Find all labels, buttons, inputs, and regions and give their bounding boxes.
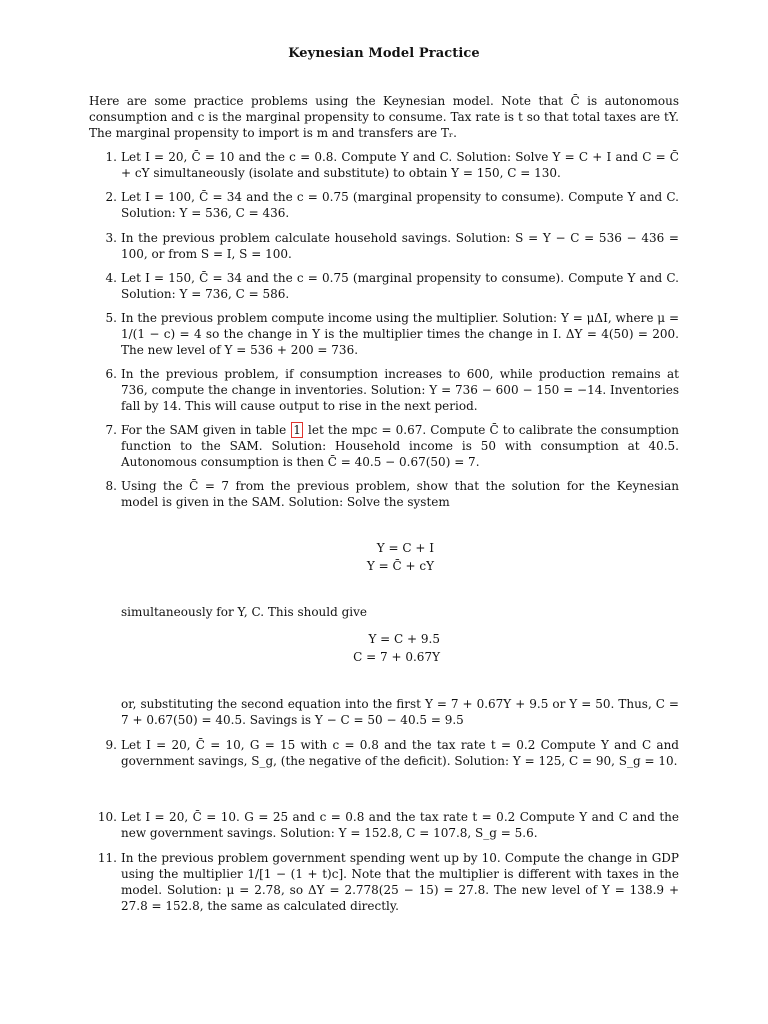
problem-number: 7.: [105, 423, 117, 437]
problem-text: Let I = 20, C̄ = 10 and the c = 0.8. Compute Y and C. Solution: Solve Y = C + I and C = C̄ + cY simultaneously (isolate and substitute) to obtain Y = 150, C = 130.: [121, 150, 679, 180]
problem-text: Let I = 100, C̄ = 34 and the c = 0.75 (marginal propensity to consume). Compute Y and C. Solution: Y = 536, C = 436.: [121, 190, 679, 220]
problem-number: 9.: [105, 738, 117, 752]
problem-number: 11.: [97, 851, 117, 865]
system-explanation: simultaneously for Y, C. This should give: [121, 605, 368, 619]
substitution-paragraph: or, substituting the second equation into the first Y = 7 + 0.67Y + 9.5 or Y = 50. Thus, C = 7 + 0.67(50) = 40.5. Savings is Y − C = 50 − 40.5 = 9.5: [121, 697, 679, 727]
problem-text: Let I = 20, C̄ = 10, G = 15 with c = 0.8 and the tax rate t = 0.2 Compute Y and C and government savings, S_g, (the negative of the deficit). Solution: Y = 125, C = 90, S_g = 10.: [121, 738, 679, 768]
equation-system-1: [330, 539, 434, 575]
equation-system-2: [330, 630, 440, 666]
problem-text-part: For the SAM given in table: [121, 423, 291, 437]
problem-number: 1.: [105, 150, 117, 164]
equation: Y = C + I: [376, 541, 434, 555]
problem-text: In the previous problem government spending went up by 10. Compute the change in GDP using the multiplier 1/[1 − (1 + t)c]. Note that the multiplier is different with taxes in the model. Solution: μ = 2.78, so ΔY = 2.778(25 − 15) = 27.8. The new level of Y = 138.9 + 27.8 = 152.8, the same as calculated directly.: [121, 851, 679, 913]
problem-text: In the previous problem, if consumption increases to 600, while production remains at 736, compute the change in inventories. Solution: Y = 736 − 600 − 150 = −14. Inventories fall by 14. This will cause output to rise in the next period.: [121, 367, 679, 413]
problem-text: Let I = 20, C̄ = 10. G = 25 and c = 0.8 and the tax rate t = 0.2 Compute Y and C and the new government savings. Solution: Y = 152.8, C = 107.8, S_g = 5.6.: [121, 810, 679, 840]
problem-text: [121, 422, 679, 470]
problem-text: Let I = 150, C̄ = 34 and the c = 0.75 (marginal propensity to consume). Compute Y and C. Solution: Y = 736, C = 586.: [121, 271, 679, 301]
problem-text-part: let the mpc = 0.67. Compute C̄ to calibrate the consumption function to the SAM. Solution: Household income is 50 with consumption at 40.5. Autonomous consumption is then C̄ = 40.5 − 0.67(50) = 7.: [121, 423, 679, 469]
problem-number: 4.: [105, 271, 117, 285]
table-reference-link[interactable]: 1: [293, 423, 301, 437]
page-title: Keynesian Model Practice: [288, 46, 480, 61]
intro-paragraph: Here are some practice problems using the Keynesian model. Note that C̄ is autonomous consumption and c is the marginal propensity to consume. Tax rate is t so that total taxes are tY. The marginal propensity to import is m and transfers are Tᵣ.: [89, 94, 679, 140]
problem-number: 2.: [105, 190, 117, 204]
equation: C = 7 + 0.67Y: [353, 650, 440, 664]
problem-number: 6.: [105, 367, 117, 381]
problem-number: 5.: [105, 311, 117, 325]
problem-number: 3.: [105, 231, 117, 245]
problem-number: 8.: [105, 479, 117, 493]
problem-text: Using the C̄ = 7 from the previous problem, show that the solution for the Keynesian model is given in the SAM. Solution: Solve the system: [121, 479, 679, 509]
problem-text: In the previous problem calculate household savings. Solution: S = Y − C = 536 − 436 = 100, or from S = I, S = 100.: [121, 231, 679, 261]
equation: Y = C + 9.5: [368, 632, 440, 646]
equation: Y = C̄ + cY: [366, 559, 434, 573]
problem-number: 10.: [97, 810, 117, 824]
problem-text: In the previous problem compute income using the multiplier. Solution: Y = μΔI, where μ = 1/(1 − c) = 4 so the change in Y is the multiplier times the change in I. ΔY = 4(50) = 200. The new level of Y = 536 + 200 = 736.: [121, 311, 679, 357]
